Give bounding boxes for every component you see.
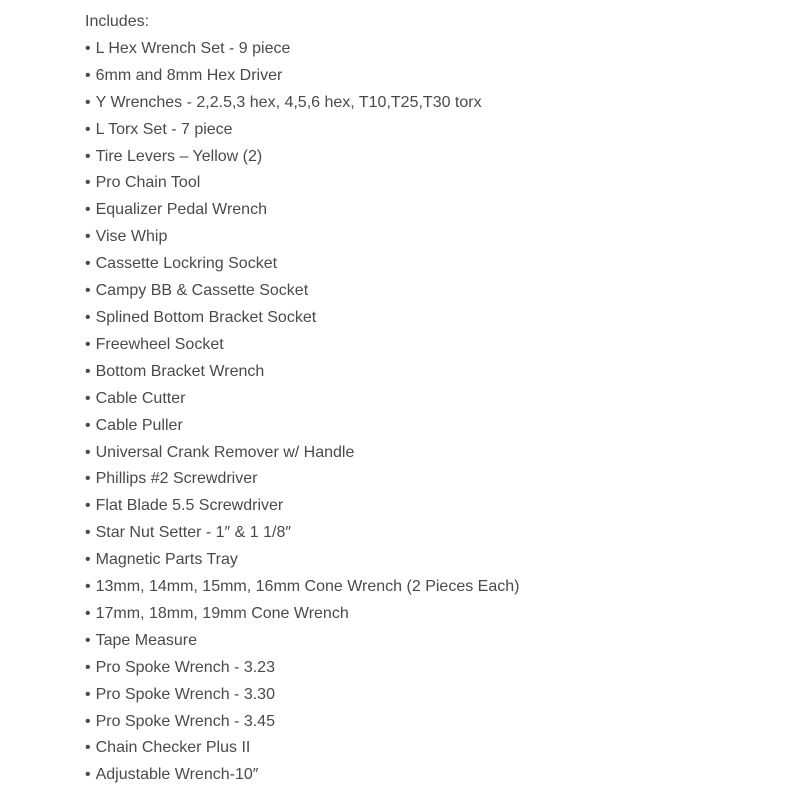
list-item [85,144,785,171]
bullet-icon: • [85,551,91,569]
item-label: Phillips #2 Screwdriver [95,470,258,488]
list-item [85,197,785,224]
item-label: Flat Blade 5.5 Screwdriver [95,497,284,515]
bullet-icon: • [85,497,91,515]
item-label: Universal Crank Remover w/ Handle [95,443,355,461]
bullet-icon: • [85,66,91,84]
item-label: Tire Levers – Yellow (2) [95,147,263,165]
list-item [85,574,785,601]
list-item [85,90,785,117]
list-item [85,36,785,63]
list-item [85,359,785,386]
list-item [85,628,785,655]
item-label: Vise Whip [95,228,168,246]
list-item [85,332,785,359]
item-label: Magnetic Parts Tray [95,551,238,569]
list-item [85,709,785,736]
item-label: Bottom Bracket Wrench [95,362,265,380]
bullet-icon: • [85,658,91,676]
bullet-icon: • [85,147,91,165]
list-item [85,278,785,305]
list-item [85,762,785,789]
item-label: Cable Cutter [95,389,186,407]
list-item [85,117,785,144]
includes-section [85,9,785,789]
list-item [85,682,785,709]
list-item [85,413,785,440]
item-label: Tape Measure [95,631,197,649]
item-label: Pro Spoke Wrench - 3.23 [95,658,275,676]
item-label: Star Nut Setter - 1″ & 1 1/8″ [95,524,292,542]
bullet-icon: • [85,335,91,353]
bullet-icon: • [85,362,91,380]
list-item [85,520,785,547]
bullet-icon: • [85,308,91,326]
list-item [85,224,785,251]
item-label: L Torx Set - 7 piece [95,120,233,138]
bullet-icon: • [85,685,91,703]
bullet-icon: • [85,201,91,219]
includes-heading: Includes: [85,13,150,30]
item-label: L Hex Wrench Set - 9 piece [95,39,291,57]
list-item [85,251,785,278]
bullet-icon: • [85,631,91,649]
list-item [85,466,785,493]
item-label: 13mm, 14mm, 15mm, 16mm Cone Wrench (2 Pieces Each) [95,578,520,596]
bullet-icon: • [85,282,91,300]
list-item [85,601,785,628]
bullet-icon: • [85,416,91,434]
list-item [85,440,785,467]
list-item [85,170,785,197]
bullet-icon: • [85,739,91,757]
bullet-icon: • [85,93,91,111]
bullet-icon: • [85,604,91,622]
included-items-list [85,36,785,789]
bullet-icon: • [85,228,91,246]
bullet-icon: • [85,120,91,138]
item-label: Cable Puller [95,416,183,434]
bullet-icon: • [85,524,91,542]
item-label: Campy BB & Cassette Socket [95,282,309,300]
item-label: Y Wrenches - 2,2.5,3 hex, 4,5,6 hex, T10,T25,T30 torx [95,93,482,111]
bullet-icon: • [85,470,91,488]
list-item [85,63,785,90]
item-label: Freewheel Socket [95,335,224,353]
list-item [85,305,785,332]
item-label: Adjustable Wrench-10″ [95,766,259,784]
list-item [85,655,785,682]
item-label: 17mm, 18mm, 19mm Cone Wrench [95,604,349,622]
item-label: Chain Checker Plus II [95,739,251,757]
item-label: Pro Spoke Wrench - 3.30 [95,685,275,703]
item-label: 6mm and 8mm Hex Driver [95,66,283,84]
item-label: Splined Bottom Bracket Socket [95,308,317,326]
list-item [85,547,785,574]
bullet-icon: • [85,255,91,273]
bullet-icon: • [85,174,91,192]
bullet-icon: • [85,443,91,461]
item-label: Cassette Lockring Socket [95,255,278,273]
bullet-icon: • [85,389,91,407]
item-label: Pro Chain Tool [95,174,201,192]
list-item [85,386,785,413]
item-label: Pro Spoke Wrench - 3.45 [95,712,275,730]
bullet-icon: • [85,578,91,596]
bullet-icon: • [85,39,91,57]
list-item [85,735,785,762]
bullet-icon: • [85,712,91,730]
bullet-icon: • [85,766,91,784]
list-item [85,493,785,520]
item-label: Equalizer Pedal Wrench [95,201,267,219]
